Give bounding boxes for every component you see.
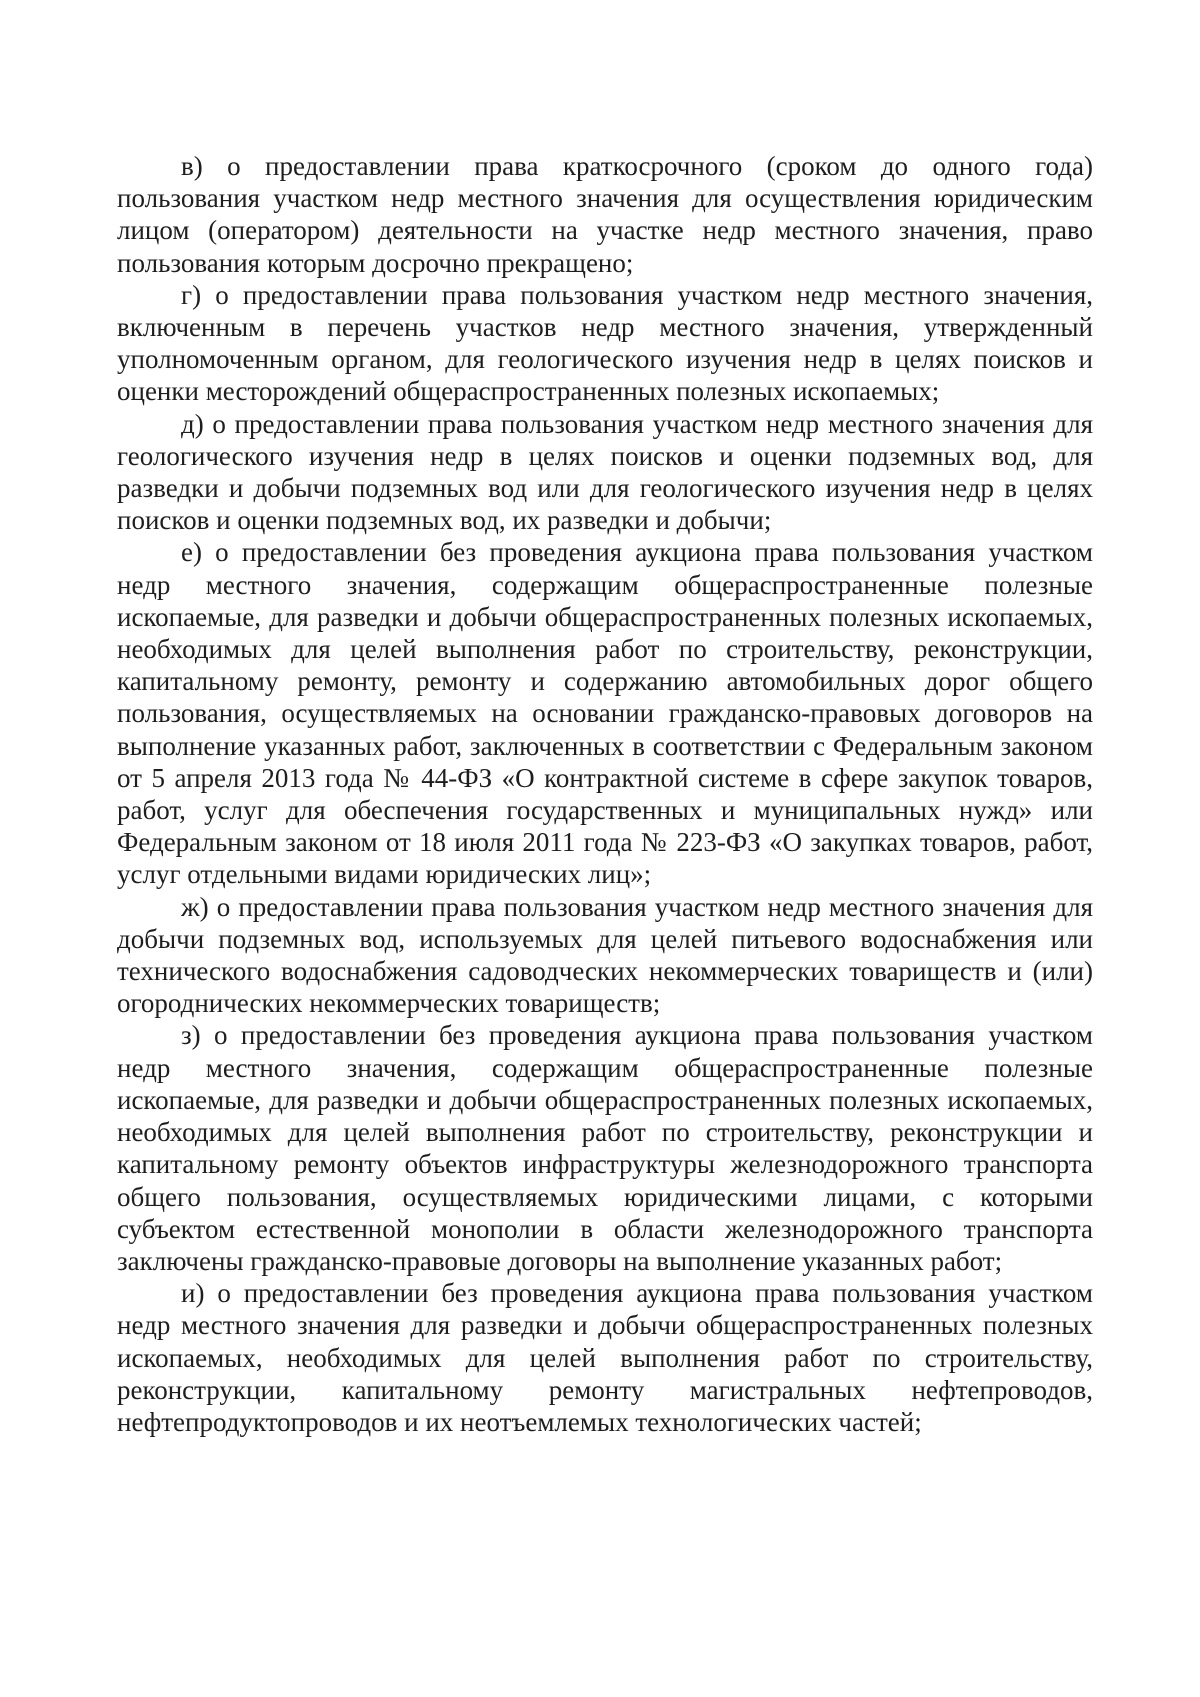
clause-zh: ж) о предоставлении права пользования участком недр местного значения для добычи подземных вод, используемых для целей питьевого водоснабжения или технического водоснабжения садоводческих некоммерческих товариществ и (или) огороднических некоммерческих товариществ; [117,891,1093,1019]
clause-i: и) о предоставлении без проведения аукциона права пользования участком недр местного значения для разведки и добычи общераспространенных полезных ископаемых, необходимых для целей выполнения работ по строительству, реконструкции, капитальному ремонту магистральных нефтепроводов, нефтепродуктопроводов и их неотъемлемых технологических частей; [117,1278,1093,1437]
clause-e: е) о предоставлении без проведения аукциона права пользования участком недр местного значения, содержащим общераспространенные полезные ископаемые, для разведки и добычи общераспространенных полезных ископаемых, необходимых для целей выполнения работ по строительству, реконструкции, капитальному ремонту, ремонту и содержанию автомобильных дорог общего пользования, осуществляемых на основании гражданско-правовых договоров на выполнение указанных работ, заключенных в соответствии с Федеральным законом от 5 апреля 2013 года № 44-ФЗ «О контрактной системе в сфере закупок товаров, работ, услуг для обеспечения государственных и муниципальных нужд» или Федеральным законом от 18 июля 2011 года № 223-ФЗ «О закупках товаров, работ, услуг отдельными видами юридических лиц»; [117,537,1093,890]
clause-v: в) о предоставлении права краткосрочного (сроком до одного года) пользования участком недр местного значения для осуществления юридическим лицом (оператором) деятельности на участке недр местного значения, право пользования которым досрочно прекращено; [117,151,1093,278]
document-body [117,150,1093,1438]
clause-g: г) о предоставлении права пользования участком недр местного значения, включенным в перечень участков недр местного значения, утвержденный уполномоченным органом, для геологического изучения недр в целях поисков и оценки месторождений общераспространенных полезных ископаемых; [117,279,1093,407]
clause-z: з) о предоставлении без проведения аукциона права пользования участком недр местного значения, содержащим общераспространенные полезные ископаемые, для разведки и добычи общераспространенных полезных ископаемых, необходимых для целей выполнения работ по строительству, реконструкции и капитальному ремонту объектов инфраструктуры железнодорожного транспорта общего пользования, осуществляемых юридическими лицами, с которыми субъектом естественной монополии в области железнодорожного транспорта заключены гражданско-правовые договоры на выполнение указанных работ; [117,1020,1093,1276]
clause-d: д) о предоставлении права пользования участком недр местного значения для геологического изучения недр в целях поисков и оценки подземных вод, для разведки и добычи подземных вод или для геологического изучения недр в целях поисков и оценки подземных вод, их разведки и добычи; [117,408,1093,536]
